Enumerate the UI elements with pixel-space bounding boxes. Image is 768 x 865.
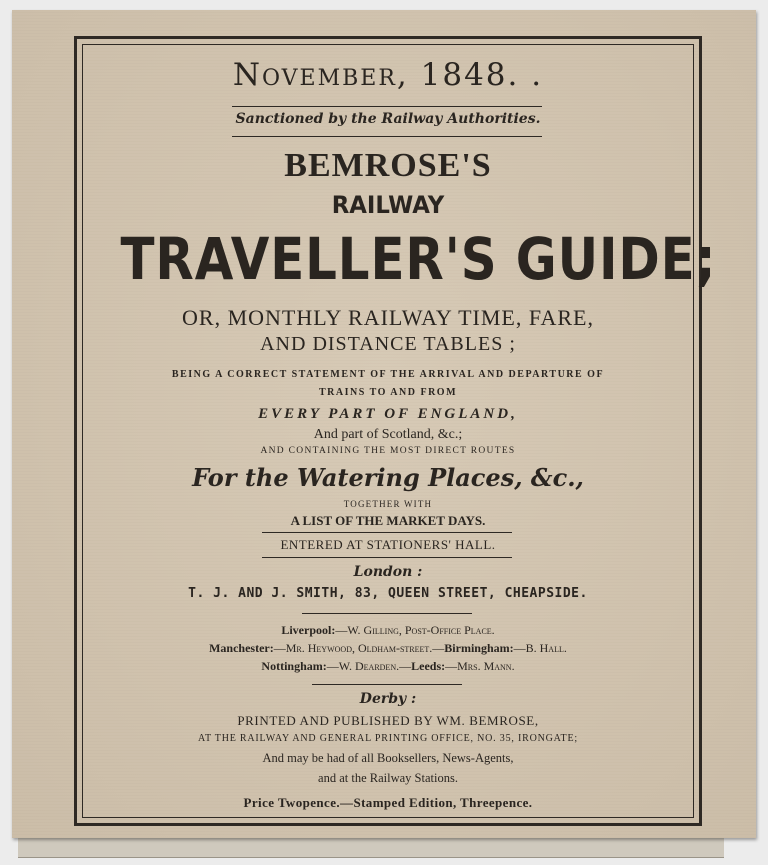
every-part-line: EVERY PART OF ENGLAND,	[258, 406, 518, 422]
rule-above-sanction	[232, 106, 542, 107]
london-publisher-address: T. J. AND J. SMITH, 83, QUEEN STREET, CHEAPSIDE.	[188, 586, 588, 601]
agent-manchester-value: —Mr. Heywood, Oldham-street.—	[273, 641, 445, 655]
printed-by-line: PRINTED AND PUBLISHED BY WM. BEMROSE,	[237, 713, 539, 728]
agent-birmingham-label: Birmingham:	[444, 641, 514, 655]
stationers-hall-line: ENTERED AT STATIONERS' HALL.	[280, 537, 496, 552]
watering-places-line: For the Watering Places, &c.,	[192, 463, 584, 492]
railway-stations-line: and at the Railway Stations.	[318, 771, 458, 785]
being-line: BEING A CORRECT STATEMENT OF THE ARRIVAL AND DEPARTURE OF	[171, 369, 605, 380]
agent-line-manchester-birmingham	[77, 641, 699, 656]
market-days-line: A LIST OF THE MARKET DAYS.	[290, 513, 486, 528]
cover-content	[77, 39, 717, 823]
agent-birmingham-value: —B. Hall.	[513, 641, 567, 655]
booksellers-line: And may be had of all Booksellers, News-Agents,	[262, 751, 514, 765]
agent-leeds-label: Leeds:	[411, 659, 446, 673]
agent-line-liverpool	[77, 623, 699, 638]
page-edge-underneath	[18, 835, 724, 858]
together-line: TOGETHER WITH	[343, 499, 433, 509]
agent-liverpool-value: —W. Gilling, Post-Office Place.	[335, 623, 495, 637]
derby-heading: Derby :	[359, 691, 417, 707]
subtitle-line-1: OR, MONTHLY RAILWAY TIME, FARE,	[182, 305, 594, 330]
trains-line: TRAINS TO AND FROM	[318, 387, 458, 398]
issue-date: November, 1848. .	[232, 57, 544, 93]
price-line: Price Twopence.—Stamped Edition, Threepence.	[243, 795, 533, 810]
agent-manchester-label: Manchester:	[209, 641, 274, 655]
main-title: TRAVELLER'S GUIDE;	[120, 225, 717, 293]
containing-line: AND CONTAINING THE MOST DIRECT ROUTES	[260, 446, 516, 456]
agent-line-nottingham-leeds	[77, 659, 699, 674]
outer-border-frame	[74, 36, 717, 826]
printing-office-line: AT THE RAILWAY AND GENERAL PRINTING OFFICE, NO. 35, IRONGATE;	[198, 733, 578, 744]
booklet-cover	[12, 10, 756, 838]
publisher-name: BEMROSE'S	[284, 147, 492, 184]
agent-leeds-value: —Mrs. Mann.	[445, 659, 515, 673]
agent-nottingham-value: —W. Dearden.—	[326, 659, 412, 673]
agent-nottingham-label: Nottingham:	[261, 659, 327, 673]
railway-heading: RAILWAY	[331, 191, 445, 219]
rule-below-stationers	[262, 557, 512, 558]
sanction-line: Sanctioned by the Railway Authorities.	[235, 111, 541, 127]
rule-above-derby	[312, 684, 462, 685]
rule-below-sanction	[232, 136, 542, 137]
agent-liverpool-label: Liverpool:	[281, 623, 336, 637]
london-heading: London :	[353, 564, 423, 580]
subtitle-line-2: AND DISTANCE TABLES ;	[260, 333, 516, 355]
scotland-line: And part of Scotland, &c.;	[313, 427, 463, 442]
rule-above-agents	[302, 613, 472, 614]
rule-above-stationers	[262, 532, 512, 533]
